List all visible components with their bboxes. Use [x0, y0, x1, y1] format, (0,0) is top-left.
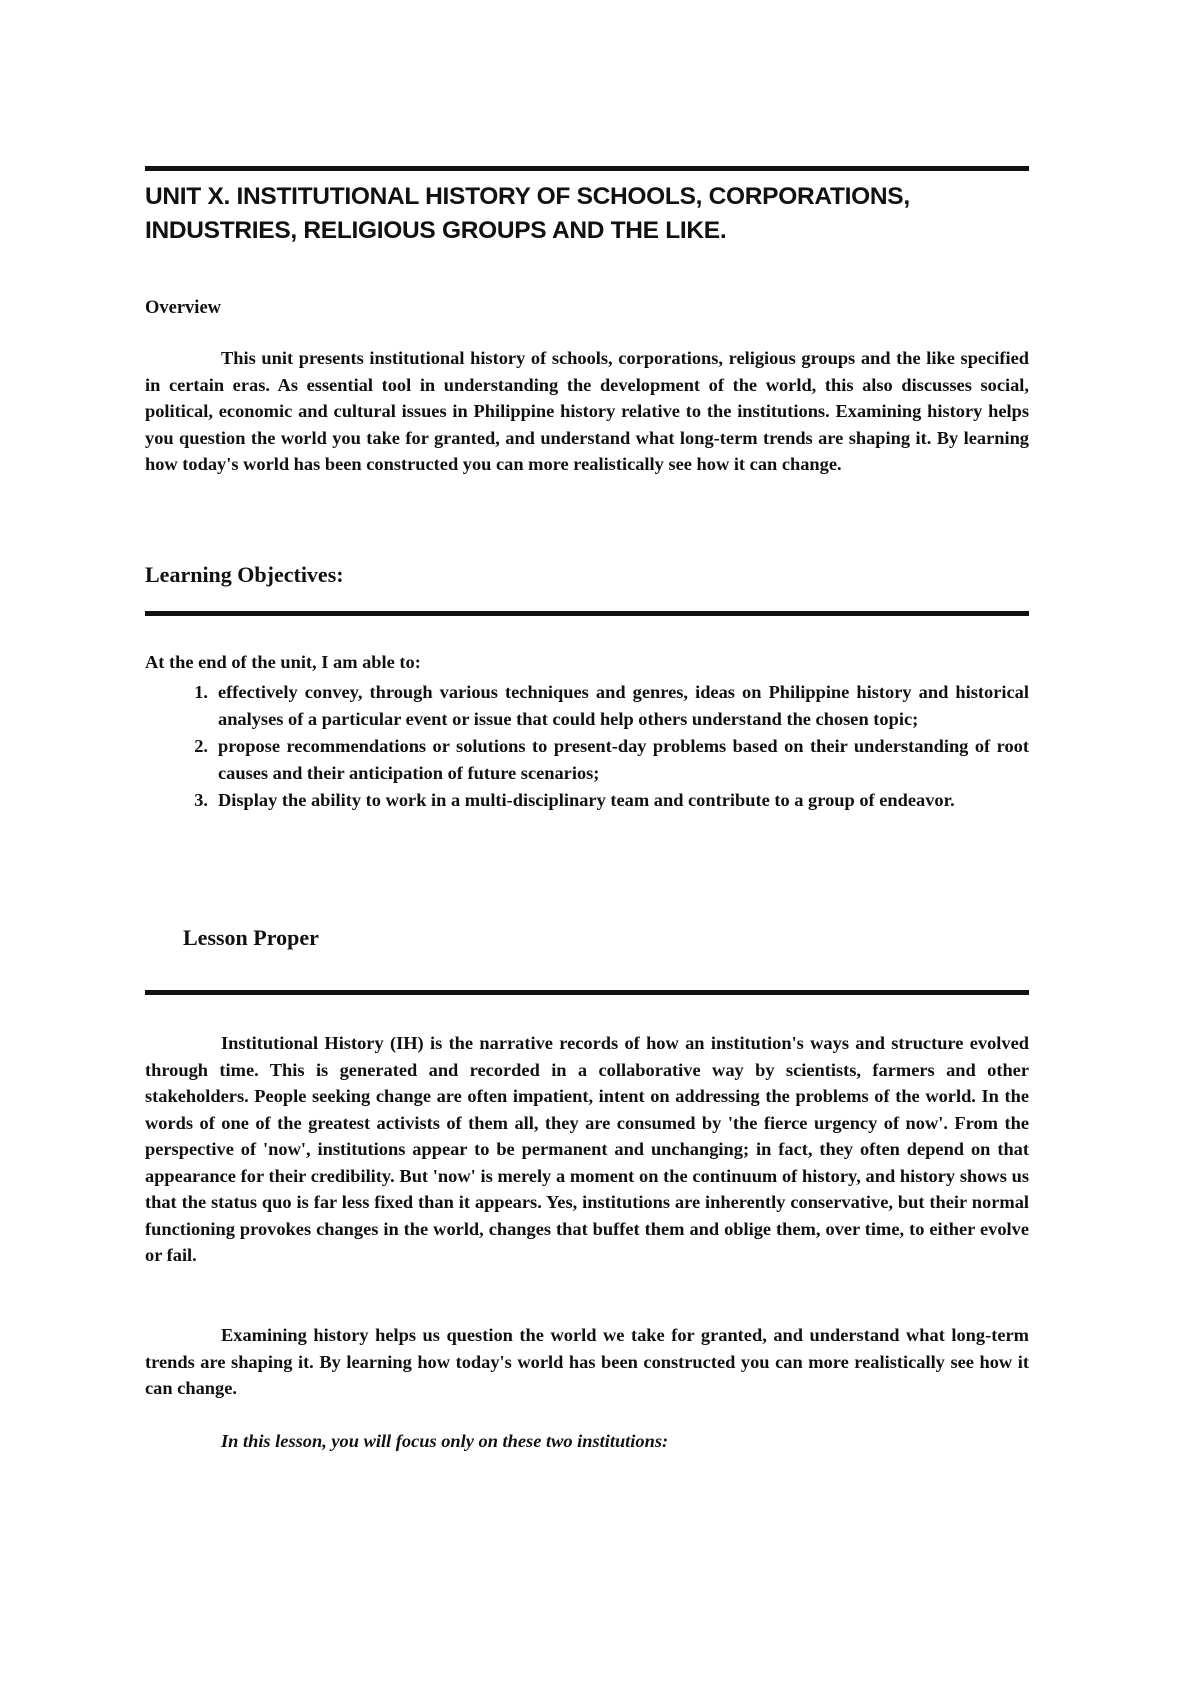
list-item	[145, 733, 1029, 786]
unit-title-line-1: UNIT X. INSTITUTIONAL HISTORY OF SCHOOLS, CORPORATIONS,	[145, 183, 910, 210]
unit-title	[145, 180, 1029, 248]
unit-title-line-2: INDUSTRIES, RELIGIOUS GROUPS AND THE LIKE.	[145, 217, 727, 244]
list-item-number: 1.	[194, 682, 208, 702]
list-item-text: effectively convey, through various techniques and genres, ideas on Philippine history and historical analyses of a particular event or issue that could help others understand the chosen topic;	[218, 682, 1029, 729]
objectives-intro: At the end of the unit, I am able to:	[145, 652, 421, 672]
document-page	[145, 0, 1029, 1696]
lesson-proper-heading: Lesson Proper	[183, 925, 319, 950]
list-item-text: Display the ability to work in a multi-disciplinary team and contribute to a group of endeavor.	[218, 790, 955, 810]
overview-paragraph-text: This unit presents institutional history of schools, corporations, religious groups and the like specified in certain eras. As essential tool in understanding the development of the world, this also discusses social, political, economic and cultural issues in Philippine history relative to the institutions. Examining history helps you question the world you take for granted, and understand what long-term trends are shaping it. By learning how today's world has been constructed you can more realistically see how it can change.	[145, 348, 1029, 474]
overview-paragraph	[145, 345, 1029, 478]
list-item	[145, 787, 1029, 814]
objectives-list	[145, 679, 1029, 815]
lesson-paragraph-2-text: Examining history helps us question the world we take for granted, and understand what long-term trends are shaping it. By learning how today's world has been constructed you can more realistically see how it can change.	[145, 1325, 1029, 1398]
list-item	[145, 679, 1029, 732]
list-item-text: propose recommendations or solutions to present-day problems based on their understanding of root causes and their anticipation of future scenarios;	[218, 736, 1029, 783]
lesson-paragraph-1	[145, 1030, 1029, 1269]
lesson-divider	[145, 990, 1029, 995]
objectives-divider	[145, 611, 1029, 616]
learning-objectives-heading: Learning Objectives:	[145, 562, 344, 587]
overview-heading: Overview	[145, 298, 222, 318]
list-item-number: 3.	[194, 790, 208, 810]
list-item-number: 2.	[194, 736, 208, 756]
lesson-paragraph-1-text: Institutional History (IH) is the narrative records of how an institution's ways and structure evolved through time. This is generated and recorded in a collaborative way by scientists, farmers and other stakeholders. People seeking change are often impatient, intent on addressing the problems of the world. In the words of one of the greatest activists of them all, they are consumed by 'the fierce urgency of now'. From the perspective of 'now', institutions appear to be permanent and unchanging; in fact, they often depend on that appearance for their credibility. But 'now' is merely a moment on the continuum of history, and history shows us that the status quo is far less fixed than it appears. Yes, institutions are inherently conservative, but their normal functioning provokes changes in the world, changes that buffet them and oblige them, over time, to either evolve or fail.	[145, 1033, 1029, 1265]
top-divider	[145, 166, 1029, 171]
lesson-paragraph-2	[145, 1322, 1029, 1402]
lesson-italic-note: In this lesson, you will focus only on these two institutions:	[221, 1431, 669, 1451]
